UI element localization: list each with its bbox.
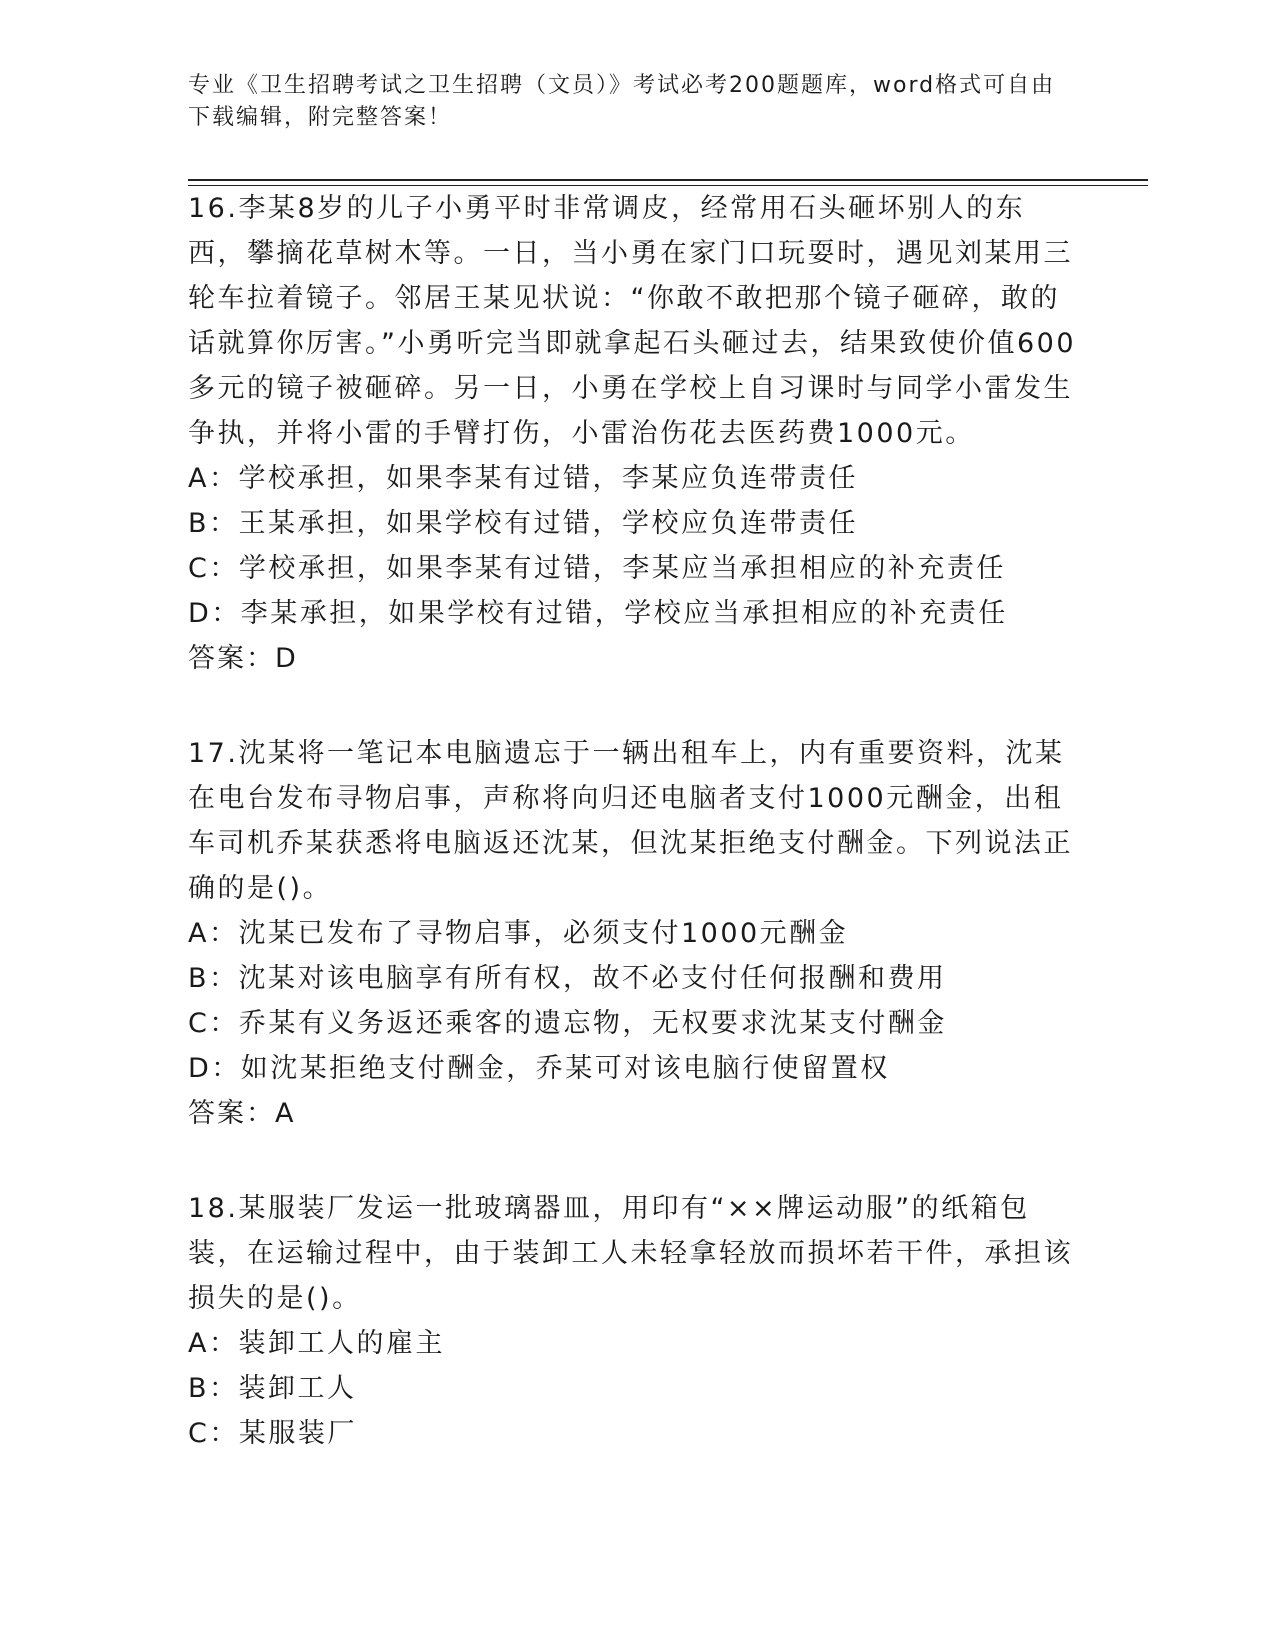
question-16 (188, 186, 1078, 681)
document-header: 专业《卫生招聘考试之卫生招聘（文员）》考试必考200题题库，word格式可自由下载编辑，附完整答案！ (188, 73, 1056, 130)
option-b: B：装卸工人 (188, 1373, 357, 1404)
option-a: A：学校承担，如果李某有过错，李某应负连带责任 (188, 463, 858, 494)
option-b: B：王某承担，如果学校有过错，学校应负连带责任 (188, 508, 859, 539)
option-d: D：如沈某拒绝支付酬金，乔某可对该电脑行使留置权 (188, 1053, 890, 1084)
option-c: C：学校承担，如果李某有过错，李某应当承担相应的补充责任 (188, 553, 1006, 584)
option-c: C：乔某有义务返还乘客的遗忘物，无权要求沈某支付酬金 (188, 1008, 947, 1039)
answer-line: 答案：A (188, 1098, 296, 1129)
option-d: D：李某承担，如果学校有过错，学校应当承担相应的补充责任 (188, 598, 1008, 629)
question-stem: 16.李某8岁的儿子小勇平时非常调皮，经常用石头砸坏别人的东西，攀摘花草树木等。一日，当小勇在家门口玩耍时，遇见刘某用三轮车拉着镜子。邻居王某见状说：“你敢不敢把那个镜子砸碎，敢的话就算你厉害。”小勇听完当即就拿起石头砸过去，结果致使价值600多元的镜子被砸碎。另一日，小勇在学校上自习课时与同学小雷发生争执，并将小雷的手臂打伤，小雷治伤花去医药费1000元。 (188, 193, 1077, 449)
answer-line: 答案：D (188, 643, 298, 674)
question-stem: 18.某服装厂发运一批玻璃器皿，用印有“××牌运动服”的纸箱包装，在运输过程中，由于装卸工人未轻拿轻放而损坏若干件，承担该损失的是()。 (188, 1193, 1073, 1314)
question-18 (188, 1186, 1078, 1456)
option-a: A：沈某已发布了寻物启事，必须支付1000元酬金 (188, 918, 849, 949)
option-a: A：装卸工人的雇主 (188, 1328, 445, 1359)
option-b: B：沈某对该电脑享有所有权，故不必支付任何报酬和费用 (188, 963, 947, 994)
question-17 (188, 731, 1078, 1136)
option-c: C：某服装厂 (188, 1418, 357, 1449)
question-list (188, 186, 1078, 1506)
header-divider-thick (188, 179, 1148, 181)
question-stem: 17.沈某将一笔记本电脑遗忘于一辆出租车上，内有重要资料，沈某在电台发布寻物启事，声称将向归还电脑者支付1000元酬金，出租车司机乔某获悉将电脑返还沈某，但沈某拒绝支付酬金。下列说法正确的是()。 (188, 738, 1073, 904)
